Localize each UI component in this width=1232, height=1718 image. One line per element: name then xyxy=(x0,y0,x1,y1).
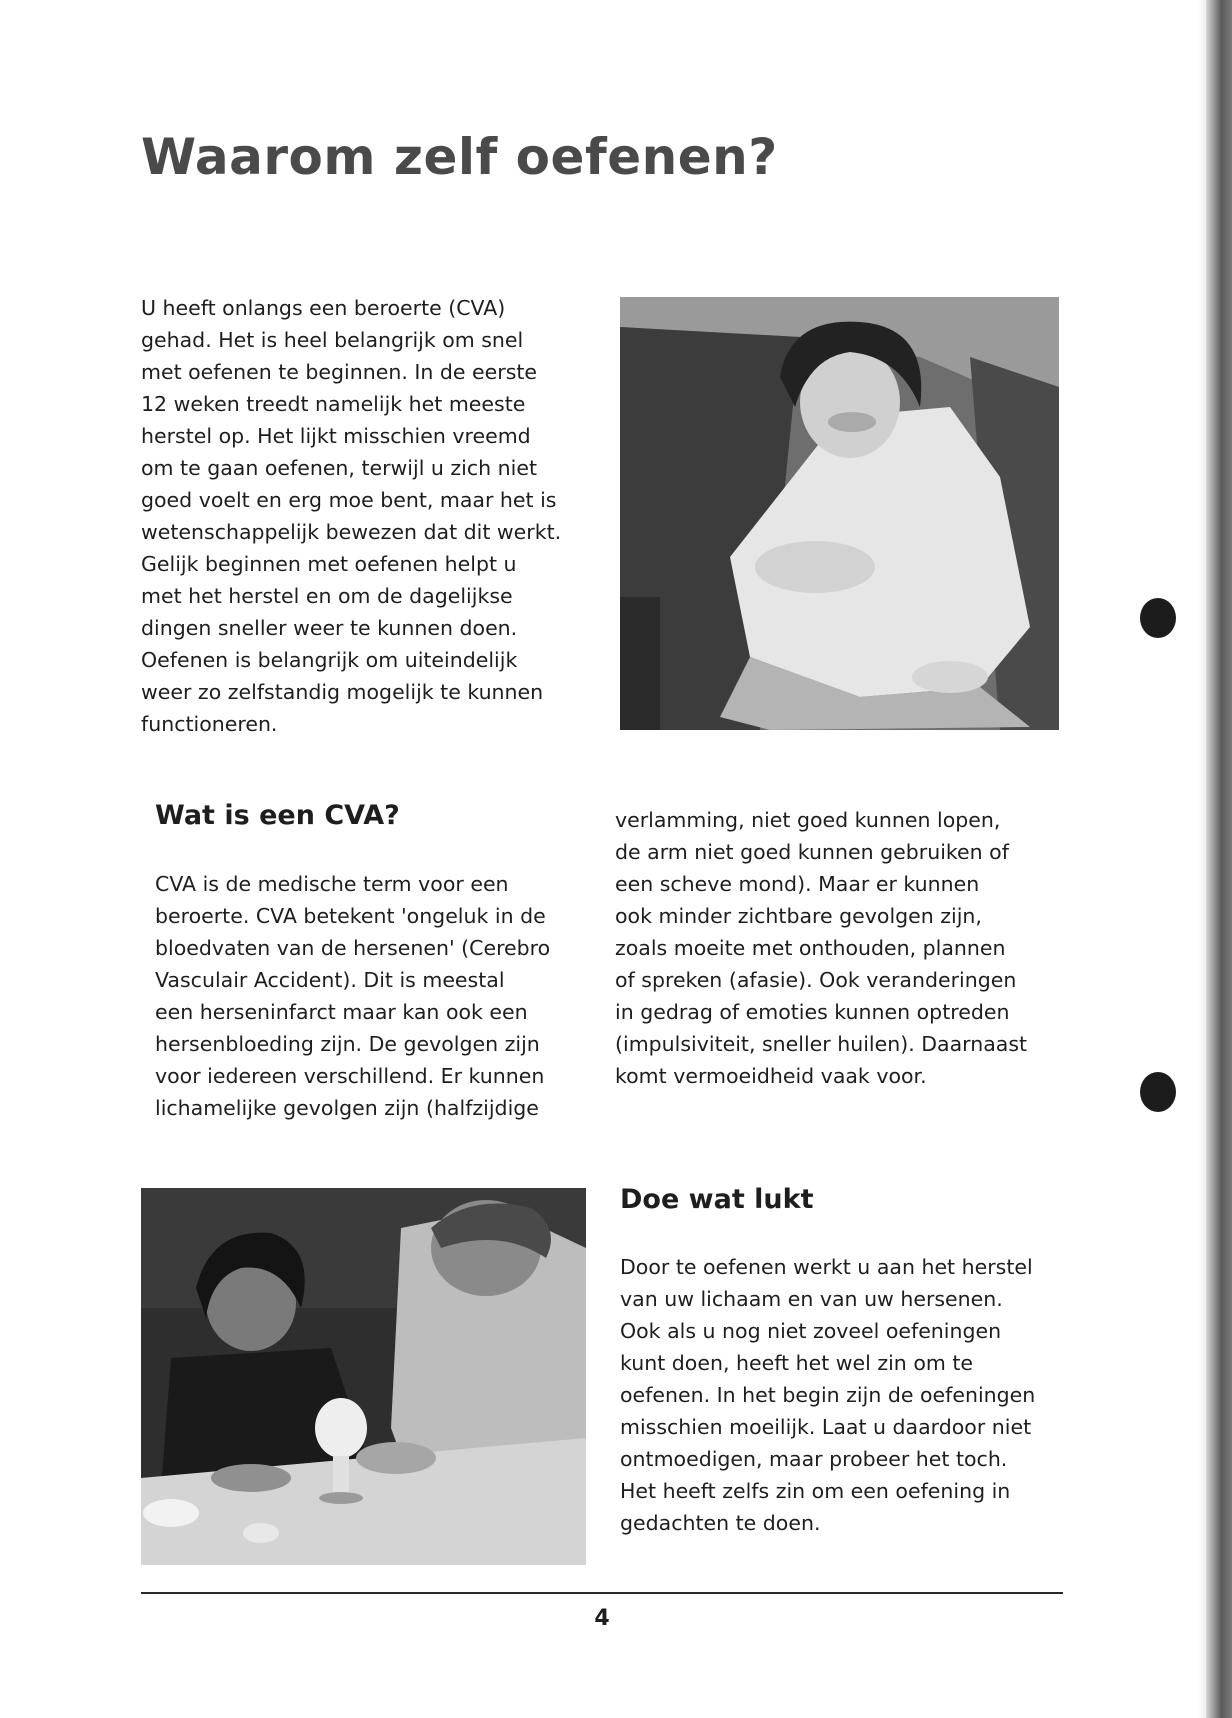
footer-divider xyxy=(141,1592,1063,1594)
cva-paragraph-left: CVA is de medische term voor een beroerte. CVA betekent 'ongeluk in de bloedvaten van de hersenen' (Cerebro Vasculair Accident). Dit is meestal een herseninfarct maar kan ook een hersenbloeding zijn. De gevolgen zijn voor iedereen verschillend. Er kunnen lichamelijke gevolgen zijn (halfzijdige xyxy=(155,872,551,1120)
scan-edge-shadow xyxy=(1206,0,1232,1718)
punch-hole-top xyxy=(1140,598,1176,638)
page-number: 4 xyxy=(594,1606,610,1631)
scan-edge-highlight xyxy=(1198,0,1206,1718)
intro-paragraph: U heeft onlangs een beroerte (CVA) gehad. Het is heel belangrijk om snel met oefenen te beginnen. In de eerste 12 weken treedt namelijk het meeste herstel op. Het lijkt misschien vreemd om te gaan oefenen, terwijl u zich niet goed voelt en erg moe bent, maar het is wetenschappelijk bewezen dat dit werkt. Gelijk beginnen met oefenen helpt u met het herstel en om de dagelijkse dingen sneller weer te kunnen doen. Oefenen is belangrijk om uiteindelijk weer zo zelfstandig mogelijk te kunnen functioneren. xyxy=(141,296,562,736)
cva-paragraph-right: verlamming, niet goed kunnen lopen, de arm niet goed kunnen gebruiken of een scheve mond). Maar er kunnen ook minder zichtbare gevolgen zijn, zoals moeite met onthouden, plannen of spreken (afasie). Ook veranderingen in gedrag of emoties kunnen optreden (impulsiviteit, sneller huilen). Daarnaast komt vermoeidheid vaak voor. xyxy=(615,808,1028,1088)
photo-woman-resting-image xyxy=(620,297,1059,730)
page-title: Waarom zelf oefenen? xyxy=(141,128,778,186)
photo-exercise-with-glass xyxy=(141,1188,586,1565)
doe-wat-lukt-heading: Doe wat lukt xyxy=(620,1184,814,1215)
doe-wat-lukt-paragraph: Door te oefenen werkt u aan het herstel van uw lichaam en van uw hersenen. Ook als u nog niet zoveel oefeningen kunt doen, heeft het wel zin om te oefenen. In het begin zijn de oefeningen misschien moeilijk. Laat u daardoor niet ontmoedigen, maar probeer het toch. Het heeft zelfs zin om een oefening in gedachten te doen. xyxy=(620,1255,1036,1535)
photo-exercise-with-glass-image xyxy=(141,1188,586,1565)
cva-heading: Wat is een CVA? xyxy=(155,800,400,831)
punch-hole-bottom xyxy=(1140,1072,1176,1112)
photo-woman-resting xyxy=(620,297,1059,730)
